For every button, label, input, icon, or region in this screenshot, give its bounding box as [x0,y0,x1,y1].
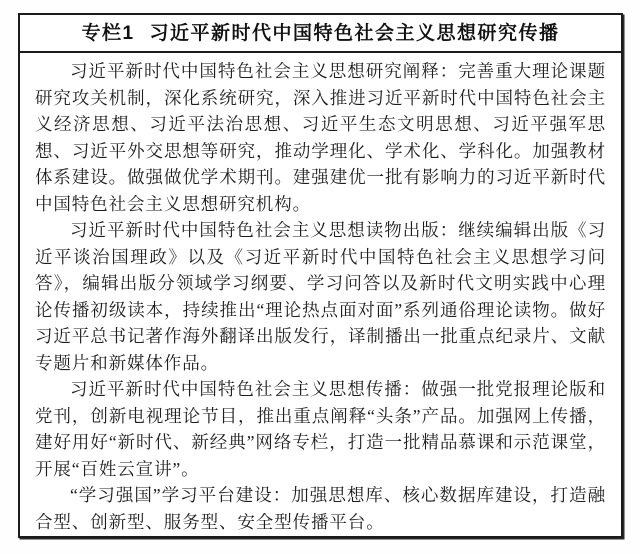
column-panel [18,13,623,538]
panel-body [20,53,621,536]
paragraph: “学习强国”学习平台建设：加强思想库、核心数据库建设，打造融合型、创新型、服务型、安全型传播平台。 [35,485,606,532]
panel-title-bar [20,15,621,53]
panel-title-text: 习近平新时代中国特色社会主义思想研究传播 [149,23,560,44]
paragraph: 习近平新时代中国特色社会主义思想传播：做强一批党报理论版和党刊，创新电视理论节目，推出重点阐释“头条”产品。加强网上传播，建好用好“新时代、新经典”网络专栏，打造一批精品慕课和示范课堂，开展“百姓云宣讲”。 [35,379,606,479]
paragraph: 习近平新时代中国特色社会主义思想读物出版：继续编辑出版《习近平谈治国理政》以及《习近平新时代中国特色社会主义思想学习问答》，编辑出版分领域学习纲要、学习问答以及新时代文明实践中心理论传播初级读本，持续推出“理论热点面对面”系列通俗理论读物。做好习近平总书记著作海外翻译出版发行，译制播出一批重点纪录片、文献专题片和新媒体作品。 [35,220,606,373]
paragraph: 习近平新时代中国特色社会主义思想研究阐释：完善重大理论课题研究攻关机制，深化系统研究，深入推进习近平新时代中国特色社会主义经济思想、习近平法治思想、习近平生态文明思想、习近平强军思想、习近平外交思想等研究，推动学理化、学术化、学科化。加强教材体系建设。做强做优学术期刊。建强建优一批有影响力的习近平新时代中国特色社会主义思想研究机构。 [35,61,606,214]
panel-title-prefix: 专栏1 [81,23,135,44]
